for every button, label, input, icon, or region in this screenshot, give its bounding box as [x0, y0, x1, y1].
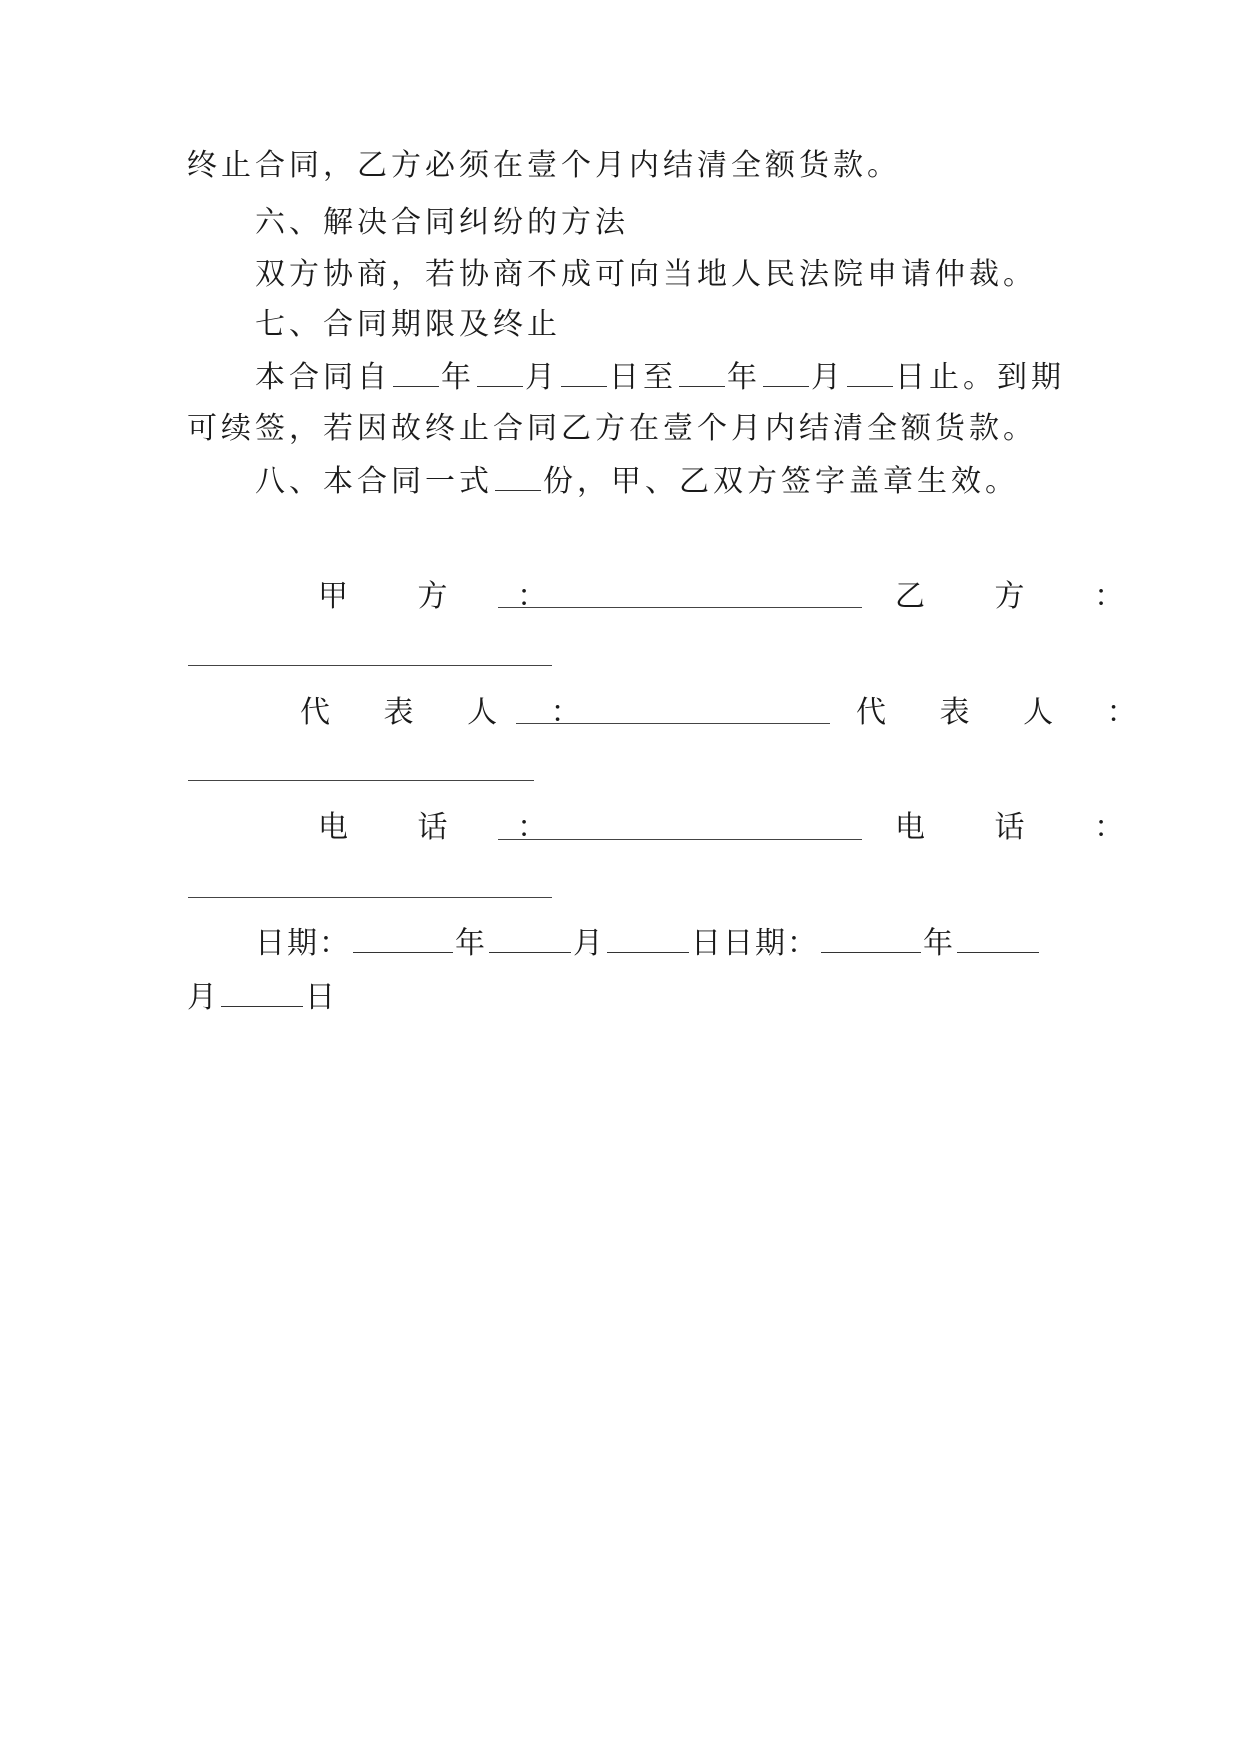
paragraph-termination: 终止合同，乙方必须在壹个月内结清全额货款。	[187, 148, 901, 183]
date-a-year-text: 年	[455, 926, 487, 961]
term-text: 日止。到期	[895, 360, 1065, 395]
paragraph-term	[255, 358, 1065, 398]
rep-a-line[interactable]	[516, 722, 830, 724]
date-a-year-blank[interactable]	[353, 924, 453, 953]
date-a-day-text: 日	[691, 926, 723, 961]
date-a-label: 日期：	[255, 926, 351, 961]
term-text: 年	[727, 360, 761, 395]
term-text: 日至	[609, 360, 677, 395]
end-year-blank[interactable]	[679, 358, 725, 387]
term-text: 本合同自	[255, 360, 391, 395]
end-day-blank[interactable]	[847, 358, 893, 387]
start-year-blank[interactable]	[393, 358, 439, 387]
end-month-blank[interactable]	[763, 358, 809, 387]
copies-text: 八、本合同一式	[255, 464, 493, 499]
date-a-month-blank[interactable]	[489, 924, 571, 953]
term-text: 年	[441, 360, 475, 395]
term-text: 月	[525, 360, 559, 395]
party-b-label: 乙 方 ：	[895, 579, 1155, 614]
phone-a-line[interactable]	[498, 838, 862, 840]
date-row	[255, 924, 1041, 964]
rep-b-label: 代 表 人 ：	[856, 695, 1159, 730]
rep-a-label: 代 表 人 ：	[300, 695, 603, 730]
section-heading-7: 七、合同期限及终止	[255, 307, 561, 342]
paragraph-copies	[255, 462, 1019, 502]
date-b-label: 日期：	[723, 926, 819, 961]
date-a-day-blank[interactable]	[607, 924, 689, 953]
date-row-continued	[187, 978, 337, 1018]
date-b-month-blank[interactable]	[957, 924, 1039, 953]
section-heading-6: 六、解决合同纠纷的方法	[255, 205, 629, 240]
term-text: 月	[811, 360, 845, 395]
copies-text: 份，甲、乙双方签字盖章生效。	[543, 464, 1019, 499]
phone-b-label: 电 话 ：	[895, 810, 1155, 845]
date-b-day-blank[interactable]	[221, 978, 303, 1007]
phone-a-label: 电 话 ：	[318, 810, 578, 845]
date-a-month-text: 月	[573, 926, 605, 961]
paragraph-dispute: 双方协商，若协商不成可向当地人民法院申请仲裁。	[255, 257, 1037, 292]
paragraph-renewal: 可续签，若因故终止合同乙方在壹个月内结清全额货款。	[187, 411, 1037, 446]
date-b-year-blank[interactable]	[821, 924, 921, 953]
party-b-line[interactable]	[188, 664, 552, 666]
start-day-blank[interactable]	[561, 358, 607, 387]
start-month-blank[interactable]	[477, 358, 523, 387]
copies-count-blank[interactable]	[495, 462, 541, 491]
phone-b-line[interactable]	[188, 896, 552, 898]
party-a-label: 甲 方 ：	[318, 579, 578, 614]
rep-b-line[interactable]	[188, 779, 534, 781]
party-a-line[interactable]	[498, 606, 862, 608]
date-b-month-text: 月	[187, 980, 219, 1015]
date-b-day-text: 日	[305, 980, 337, 1015]
date-b-year-text: 年	[923, 926, 955, 961]
